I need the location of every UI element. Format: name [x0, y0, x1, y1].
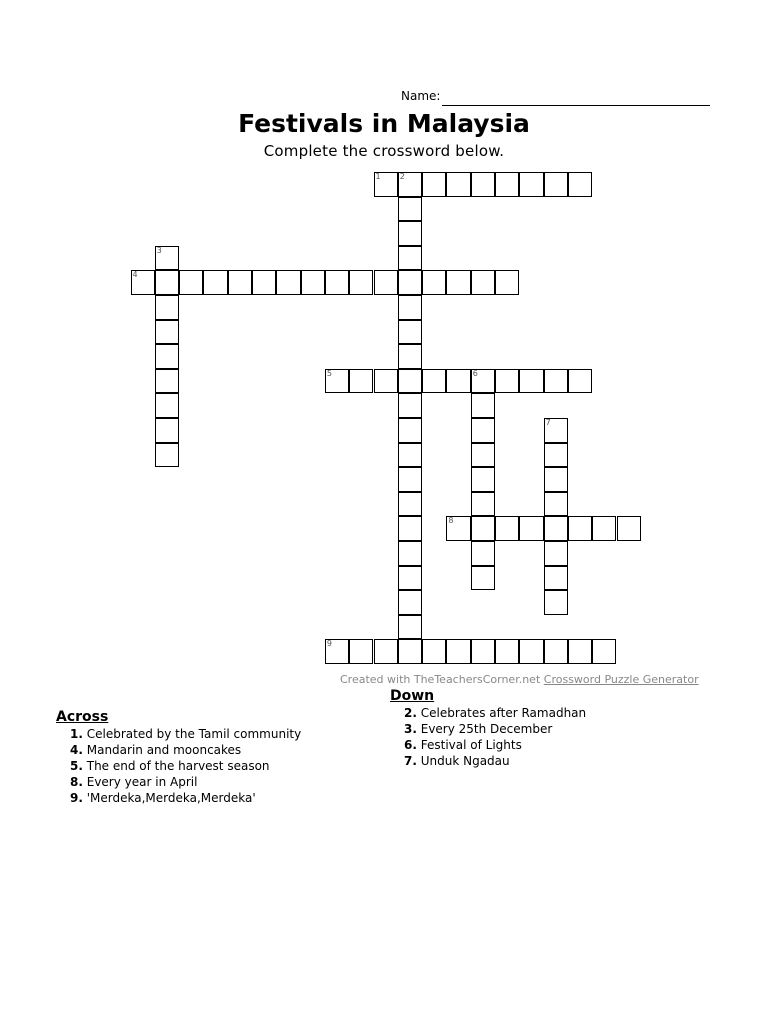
grid-cell[interactable] — [398, 344, 422, 369]
grid-cell[interactable] — [519, 516, 543, 541]
grid-cell[interactable] — [495, 270, 519, 295]
grid-cell[interactable] — [349, 270, 373, 295]
grid-cell[interactable] — [155, 246, 179, 271]
grid-cell[interactable] — [398, 197, 422, 222]
name-input-line[interactable] — [442, 105, 710, 106]
grid-cell[interactable] — [568, 369, 592, 394]
clue-number: 6 — [472, 368, 478, 378]
grid-cell[interactable] — [349, 369, 373, 394]
grid-cell[interactable] — [471, 639, 495, 664]
grid-cell[interactable] — [349, 639, 373, 664]
grid-cell[interactable] — [422, 639, 446, 664]
grid-cell[interactable] — [252, 270, 276, 295]
grid-cell[interactable] — [544, 467, 568, 492]
grid-cell[interactable] — [568, 516, 592, 541]
page-subtitle: Complete the crossword below. — [263, 142, 505, 160]
grid-cell[interactable] — [422, 172, 446, 197]
grid-cell[interactable] — [446, 639, 470, 664]
grid-cell[interactable] — [325, 369, 349, 394]
down-clue-2: 2. Celebrates after Ramadhan — [404, 706, 587, 720]
clue-number: 1 — [375, 172, 381, 181]
down-clue-7: 7. Unduk Ngadau — [404, 754, 510, 768]
grid-cell[interactable] — [398, 492, 422, 517]
grid-cell[interactable] — [398, 369, 422, 394]
grid-cell[interactable] — [544, 369, 568, 394]
credit-line — [340, 673, 699, 686]
grid-cell[interactable] — [471, 516, 495, 541]
grid-cell[interactable] — [398, 270, 422, 295]
grid-cell[interactable] — [228, 270, 252, 295]
down-clue-3: 3. Every 25th December — [404, 722, 553, 736]
clue-number: 3 — [156, 245, 162, 255]
grid-cell[interactable] — [446, 369, 470, 394]
grid-cell[interactable] — [374, 270, 398, 295]
grid-cell[interactable] — [617, 516, 641, 541]
grid-cell[interactable] — [374, 369, 398, 394]
grid-cell[interactable] — [471, 443, 495, 468]
grid-cell[interactable] — [301, 270, 325, 295]
grid-cell[interactable] — [471, 418, 495, 443]
grid-cell[interactable] — [131, 270, 155, 295]
grid-cell[interactable] — [398, 246, 422, 271]
grid-cell[interactable] — [519, 639, 543, 664]
across-heading: Across — [56, 709, 109, 725]
grid-cell[interactable] — [155, 393, 179, 418]
grid-cell[interactable] — [398, 320, 422, 345]
grid-cell[interactable] — [471, 492, 495, 517]
grid-cell[interactable] — [398, 443, 422, 468]
grid-cell[interactable] — [544, 443, 568, 468]
down-clues — [404, 705, 586, 769]
grid-cell[interactable] — [568, 639, 592, 664]
grid-cell[interactable] — [471, 467, 495, 492]
grid-cell[interactable] — [471, 172, 495, 197]
grid-cell[interactable] — [422, 270, 446, 295]
grid-cell[interactable] — [203, 270, 227, 295]
grid-cell[interactable] — [325, 639, 349, 664]
grid-cell[interactable] — [398, 590, 422, 615]
grid-cell[interactable] — [155, 344, 179, 369]
across-clues — [70, 726, 301, 806]
grid-cell[interactable] — [544, 566, 568, 591]
grid-cell[interactable] — [398, 467, 422, 492]
grid-cell[interactable] — [544, 492, 568, 517]
grid-cell[interactable] — [276, 270, 300, 295]
grid-cell[interactable] — [471, 393, 495, 418]
grid-cell[interactable] — [471, 270, 495, 295]
grid-cell[interactable] — [398, 221, 422, 246]
across-clue-5: 5. The end of the harvest season — [70, 759, 270, 773]
grid-cell[interactable] — [446, 516, 470, 541]
grid-cell[interactable] — [398, 172, 422, 197]
page-title: Festivals in Malaysia — [238, 109, 530, 138]
clue-number: 8 — [448, 516, 454, 526]
grid-cell[interactable] — [422, 369, 446, 394]
grid-cell[interactable] — [544, 639, 568, 664]
grid-cell[interactable] — [398, 639, 422, 664]
clue-number: 5 — [326, 368, 332, 378]
grid-cell[interactable] — [398, 295, 422, 320]
grid-cell[interactable] — [374, 172, 398, 197]
grid-cell[interactable] — [519, 369, 543, 394]
clue-number: 9 — [326, 639, 332, 649]
across-clue-9: 9. 'Merdeka,Merdeka,Merdeka' — [70, 791, 256, 805]
grid-cell[interactable] — [179, 270, 203, 295]
grid-cell[interactable] — [155, 295, 179, 320]
grid-cell[interactable] — [592, 639, 616, 664]
grid-cell[interactable] — [155, 369, 179, 394]
grid-cell[interactable] — [155, 270, 179, 295]
clue-number: 7 — [545, 418, 551, 427]
clue-number: 4 — [132, 270, 138, 280]
grid-cell[interactable] — [495, 172, 519, 197]
grid-cell[interactable] — [471, 369, 495, 394]
grid-cell[interactable] — [495, 639, 519, 664]
grid-cell[interactable] — [544, 418, 568, 443]
grid-cell[interactable] — [446, 172, 470, 197]
across-clue-1: 1. Celebrated by the Tamil community — [70, 727, 302, 741]
across-clue-4: 4. Mandarin and mooncakes — [70, 743, 242, 757]
across-clue-8: 8. Every year in April — [70, 775, 198, 789]
grid-cell[interactable] — [471, 566, 495, 591]
clue-number: 2 — [399, 172, 405, 181]
grid-cell[interactable] — [568, 172, 592, 197]
grid-cell[interactable] — [544, 541, 568, 566]
grid-cell[interactable] — [155, 320, 179, 345]
grid-cell[interactable] — [325, 270, 349, 295]
grid-cell[interactable] — [544, 516, 568, 541]
grid-cell[interactable] — [398, 566, 422, 591]
grid-cell[interactable] — [374, 639, 398, 664]
credit-text: Created with TheTeachersCorner.net — [340, 673, 541, 686]
grid-cell[interactable] — [398, 418, 422, 443]
down-heading: Down — [390, 688, 435, 704]
grid-cell[interactable] — [446, 270, 470, 295]
credit-link[interactable]: Crossword Puzzle Generator — [543, 673, 699, 686]
name-label: Name: — [401, 89, 441, 103]
grid-cell[interactable] — [398, 393, 422, 418]
grid-cell[interactable] — [592, 516, 616, 541]
grid-cell[interactable] — [495, 516, 519, 541]
grid-cell[interactable] — [471, 541, 495, 566]
down-clue-6: 6. Festival of Lights — [404, 738, 522, 752]
grid-cell[interactable] — [398, 615, 422, 640]
grid-cell[interactable] — [155, 443, 179, 468]
grid-cell[interactable] — [155, 418, 179, 443]
grid-cell[interactable] — [544, 590, 568, 615]
grid-cell[interactable] — [398, 516, 422, 541]
grid-cell[interactable] — [495, 369, 519, 394]
grid-cell[interactable] — [519, 172, 543, 197]
grid-cell[interactable] — [398, 541, 422, 566]
grid-cell[interactable] — [544, 172, 568, 197]
